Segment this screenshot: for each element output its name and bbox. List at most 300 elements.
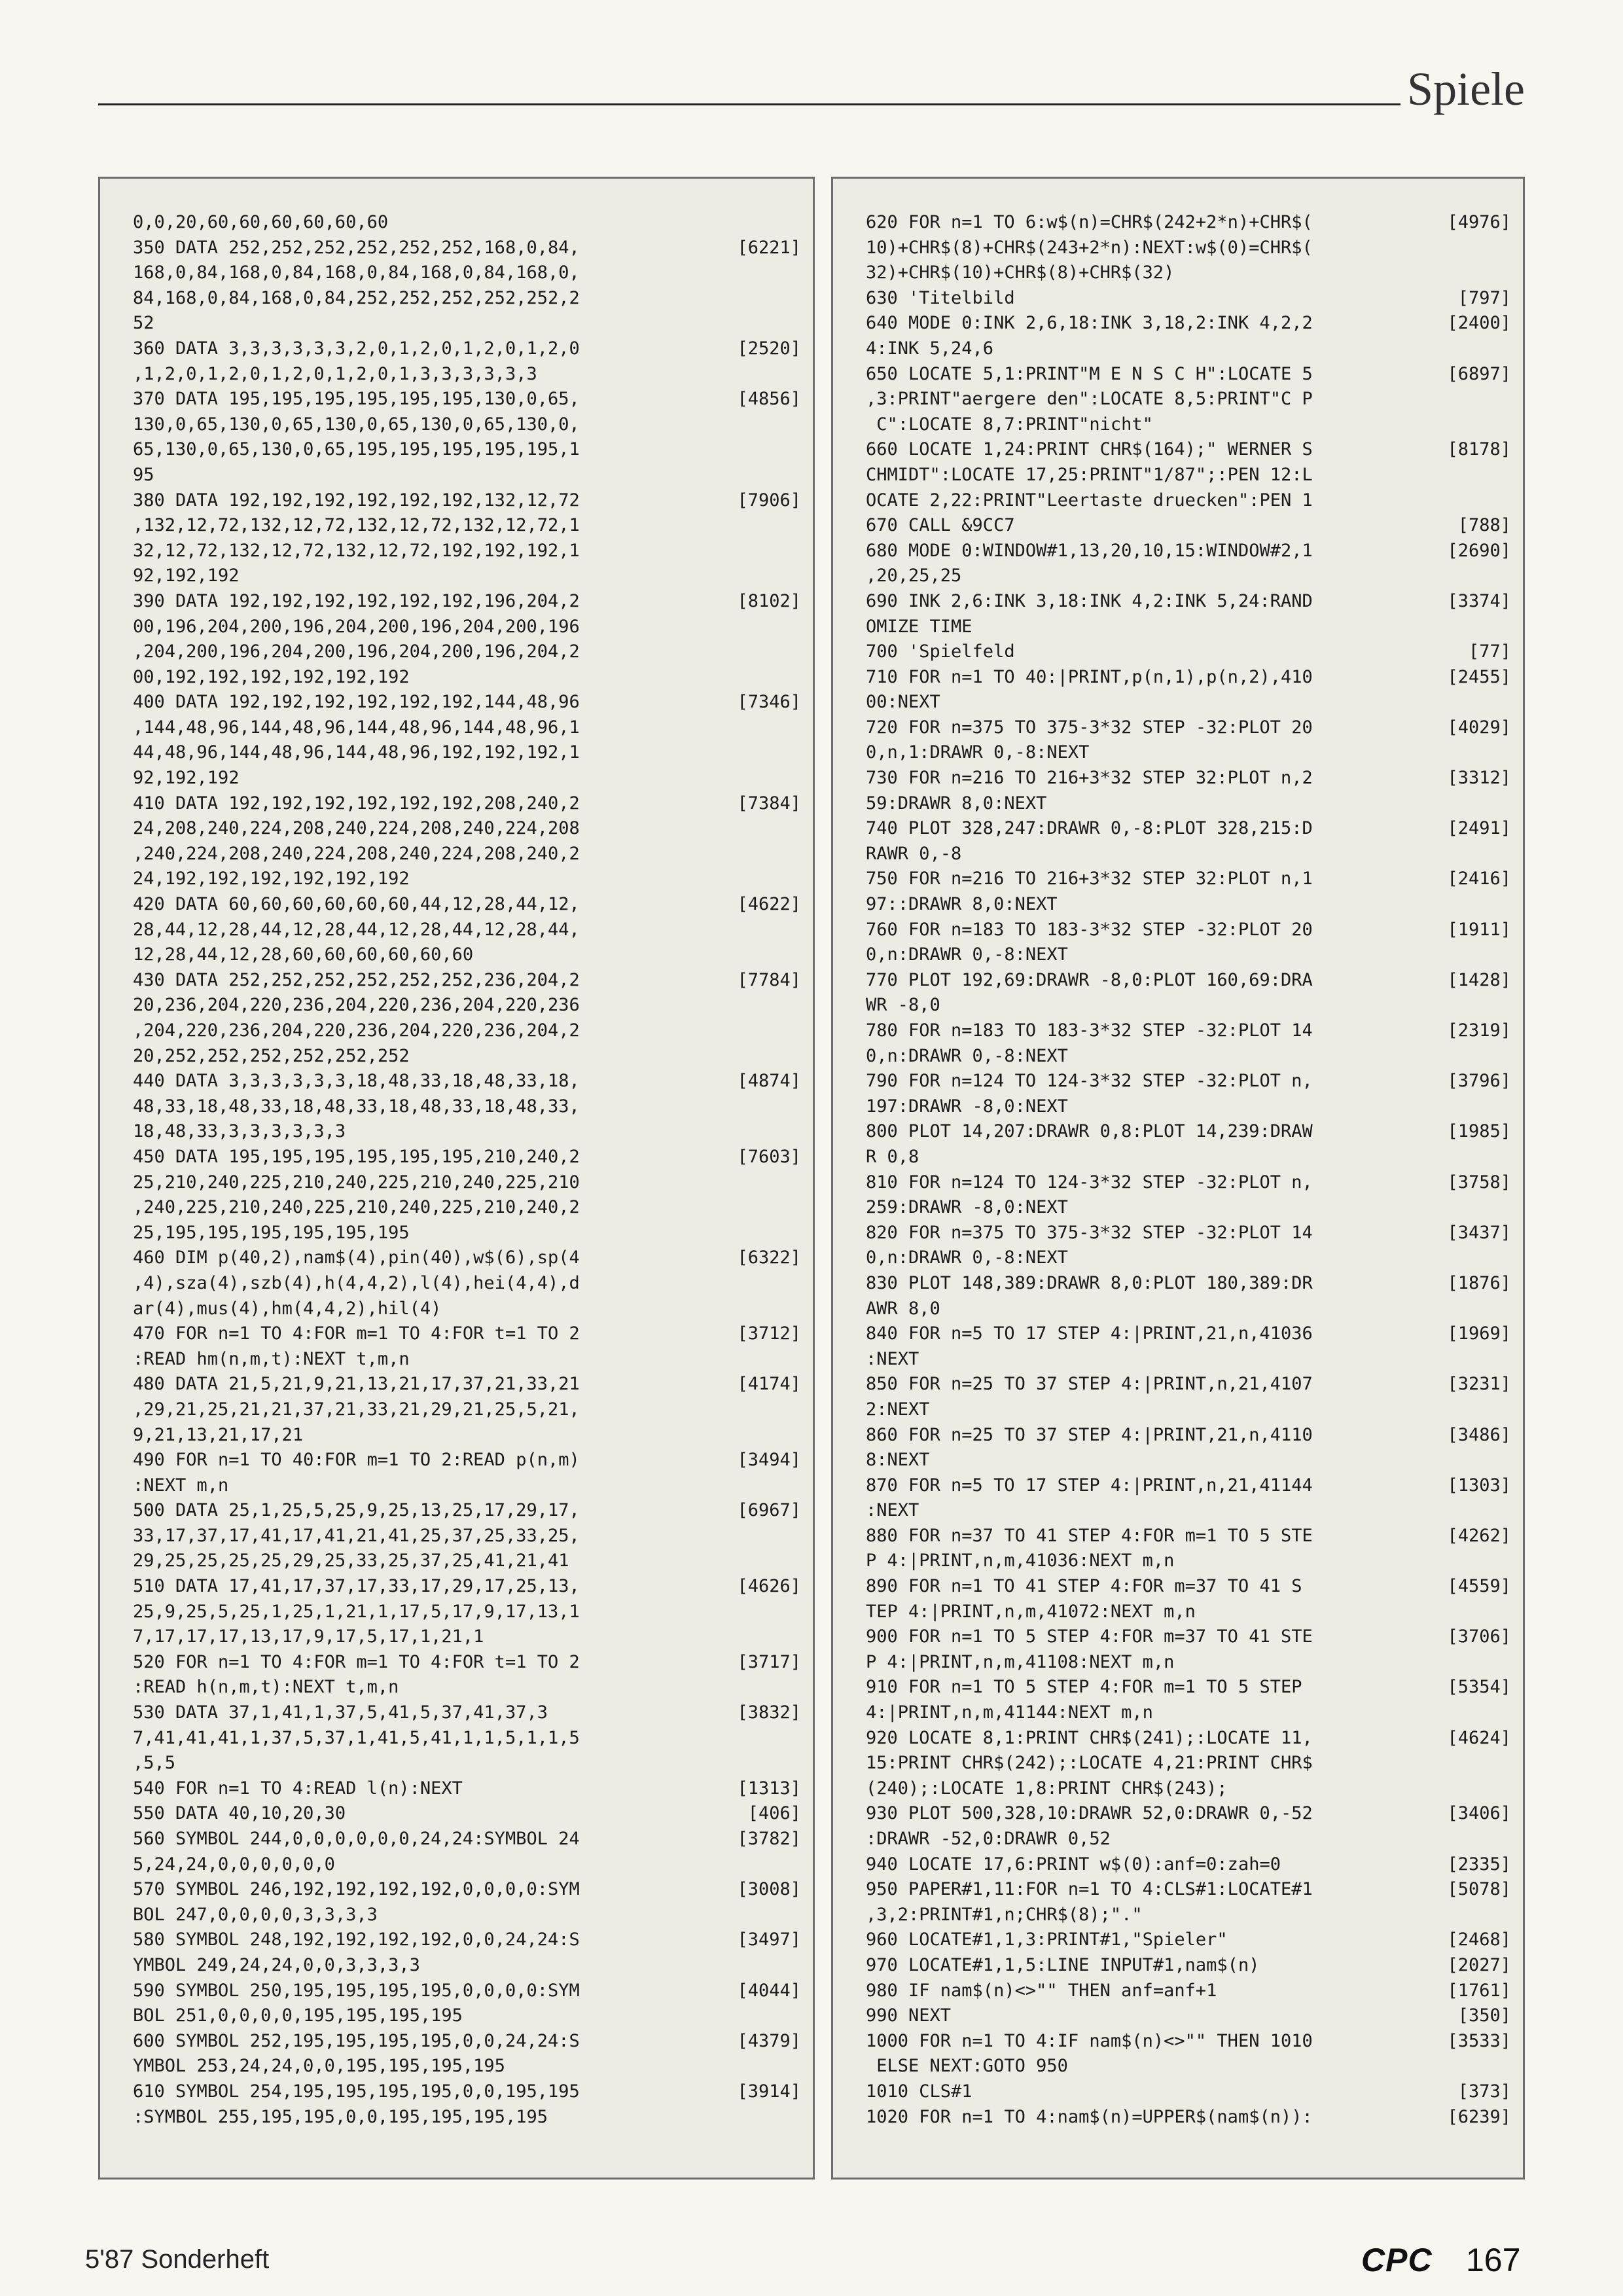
code-text: 5,24,24,0,0,0,0,0,0: [133, 1854, 335, 1874]
checksum: [4262]: [1447, 1525, 1511, 1546]
checksum: [7906]: [737, 490, 801, 511]
checksum: [3437]: [1447, 1222, 1511, 1243]
code-text: 59:DRAWR 8,0:NEXT: [866, 793, 1047, 814]
code-text: 28,44,12,28,44,12,28,44,12,28,44,12,28,44,: [133, 919, 580, 940]
code-text: 620 FOR n=1 TO 6:w$(n)=CHR$(242+2*n)+CHR$(: [866, 212, 1313, 232]
code-text: ,204,200,196,204,200,196,204,200,196,204,2: [133, 641, 580, 662]
code-text: P 4:|PRINT,n,m,41036:NEXT m,n: [866, 1551, 1175, 1571]
checksum: [6897]: [1447, 363, 1511, 384]
code-text: 7,41,41,41,1,37,5,37,1,41,5,41,1,1,5,1,1,5: [133, 1727, 580, 1748]
checksum: [7603]: [737, 1146, 801, 1167]
code-line: [866, 1953, 1511, 1979]
code-text: 820 FOR n=375 TO 375-3*32 STEP -32:PLOT 14: [866, 1222, 1313, 1243]
code-line: [866, 690, 1511, 715]
code-line: [133, 1928, 801, 1953]
code-line: [133, 1448, 801, 1473]
code-line: [866, 1448, 1511, 1473]
code-text: 97::DRAWR 8,0:NEXT: [866, 894, 1058, 915]
code-text: ,4),sza(4),szb(4),h(4,4,2),l(4),hei(4,4),d: [133, 1272, 580, 1293]
code-line: [133, 615, 801, 640]
code-line: [866, 412, 1511, 438]
code-text: 730 FOR n=216 TO 216+3*32 STEP 32:PLOT n,2: [866, 768, 1313, 789]
code-line: [133, 362, 801, 387]
code-text: 950 PAPER#1,11:FOR n=1 TO 4:CLS#1:LOCATE#1: [866, 1879, 1313, 1900]
code-line: [133, 1094, 801, 1120]
code-line: [133, 1700, 801, 1726]
code-line: [866, 1246, 1511, 1271]
listing-lines-left: [133, 210, 801, 2130]
code-line: [133, 1246, 801, 1271]
code-text: 400 DATA 192,192,192,192,192,192,144,48,96: [133, 692, 580, 713]
code-line: [866, 1650, 1511, 1676]
code-text: 890 FOR n=1 TO 41 STEP 4:FOR m=37 TO 41 S: [866, 1576, 1302, 1597]
code-line: [133, 1979, 801, 2004]
checksum: [1428]: [1447, 969, 1511, 990]
code-text: RAWR 0,-8: [866, 843, 962, 864]
checksum: [4976]: [1447, 212, 1511, 232]
code-line: [133, 1498, 801, 1524]
checksum: [6239]: [1447, 2106, 1511, 2127]
code-text: 0,n:DRAWR 0,-8:NEXT: [866, 1247, 1068, 1268]
code-text: 640 MODE 0:INK 2,6,18:INK 3,18,2:INK 4,2,2: [866, 313, 1313, 334]
code-text: 10)+CHR$(8)+CHR$(243+2*n):NEXT:w$(0)=CHR$(: [866, 237, 1313, 258]
code-line: [133, 311, 801, 336]
code-text: 8:NEXT: [866, 1450, 930, 1471]
code-text: AWR 8,0: [866, 1298, 940, 1319]
code-text: :DRAWR -52,0:DRAWR 0,52: [866, 1829, 1111, 1849]
code-line: [866, 1624, 1511, 1650]
code-text: 470 FOR n=1 TO 4:FOR m=1 TO 4:FOR t=1 TO 2: [133, 1323, 580, 1344]
checksum: [3712]: [737, 1323, 801, 1344]
checksum: [3533]: [1447, 2030, 1511, 2051]
checksum: [3486]: [1447, 1424, 1511, 1445]
code-text: 870 FOR n=5 TO 17 STEP 4:|PRINT,n,21,41144: [866, 1475, 1313, 1496]
code-text: 15:PRINT CHR$(242);:LOCATE 4,21:PRINT CHR$: [866, 1753, 1313, 1774]
code-line: [133, 639, 801, 665]
checksum: [4029]: [1447, 717, 1511, 738]
code-text: 12,28,44,12,28,60,60,60,60,60,60: [133, 944, 474, 965]
code-line: [133, 2079, 801, 2105]
code-text: ,144,48,96,144,48,96,144,48,96,144,48,96,1: [133, 717, 580, 738]
code-text: 84,168,0,84,168,0,84,252,252,252,252,252,2: [133, 287, 580, 308]
code-line: [133, 1650, 801, 1676]
code-line: [866, 740, 1511, 766]
code-line: [133, 513, 801, 539]
code-text: 0,n:DRAWR 0,-8:NEXT: [866, 1045, 1068, 1066]
code-text: 540 FOR n=1 TO 4:READ l(n):NEXT: [133, 1778, 463, 1799]
code-line: [866, 639, 1511, 665]
code-line: [866, 1372, 1511, 1397]
code-text: 1010 CLS#1: [866, 2081, 972, 2102]
code-text: 810 FOR n=124 TO 124-3*32 STEP -32:PLOT n,: [866, 1172, 1313, 1193]
code-line: [866, 1776, 1511, 1802]
code-text: BOL 247,0,0,0,0,3,3,3,3: [133, 1904, 378, 1925]
code-text: 4:|PRINT,n,m,41144:NEXT m,n: [866, 1702, 1153, 1723]
code-line: [866, 1574, 1511, 1600]
code-line: [866, 2054, 1511, 2079]
code-text: TEP 4:|PRINT,n,m,41072:NEXT m,n: [866, 1601, 1196, 1622]
code-line: [133, 463, 801, 488]
code-text: (240);:LOCATE 1,8:PRINT CHR$(243);: [866, 1778, 1228, 1799]
code-text: 710 FOR n=1 TO 40:|PRINT,p(n,1),p(n,2),410: [866, 666, 1313, 687]
code-line: [866, 918, 1511, 943]
code-line: [133, 1473, 801, 1499]
checksum: [4856]: [737, 389, 801, 410]
code-line: [133, 1170, 801, 1196]
code-line: [133, 1271, 801, 1297]
section-title: Spiele: [1400, 62, 1525, 117]
code-text: R 0,8: [866, 1146, 919, 1167]
code-text: YMBOL 249,24,24,0,0,3,3,3,3: [133, 1954, 420, 1975]
checksum: [2468]: [1447, 1929, 1511, 1950]
code-text: 630 'Titelbild: [866, 287, 1015, 308]
code-line: [866, 513, 1511, 539]
code-line: [866, 463, 1511, 488]
code-text: 1000 FOR n=1 TO 4:IF nam$(n)<>"" THEN 1010: [866, 2030, 1313, 2051]
code-text: 850 FOR n=25 TO 37 STEP 4:|PRINT,n,21,4107: [866, 1374, 1313, 1395]
code-text: 9,21,13,21,17,21: [133, 1424, 304, 1445]
code-text: 360 DATA 3,3,3,3,3,3,2,0,1,2,0,1,2,0,1,2,0: [133, 338, 580, 359]
checksum: [406]: [747, 1803, 801, 1824]
checksum: [3497]: [737, 1929, 801, 1950]
checksum: [6322]: [737, 1247, 801, 1268]
code-text: ,204,220,236,204,220,236,204,220,236,204,2: [133, 1020, 580, 1041]
checksum: [4379]: [737, 2030, 801, 2051]
code-line: [133, 1347, 801, 1372]
page-number: 167: [1466, 2242, 1521, 2278]
code-line: [866, 1751, 1511, 1776]
code-text: 410 DATA 192,192,192,192,192,192,208,240,2: [133, 793, 580, 814]
code-text: 790 FOR n=124 TO 124-3*32 STEP -32:PLOT n,: [866, 1071, 1313, 1092]
checksum: [3717]: [737, 1651, 801, 1672]
code-line: [866, 1044, 1511, 1069]
code-line: [133, 740, 801, 766]
code-line: [866, 1018, 1511, 1044]
checksum: [4044]: [737, 1980, 801, 2001]
code-line: [866, 1321, 1511, 1347]
code-text: 840 FOR n=5 TO 17 STEP 4:|PRINT,21,n,41036: [866, 1323, 1313, 1344]
code-line: [133, 437, 801, 463]
code-line: [866, 1423, 1511, 1448]
checksum: [1876]: [1447, 1272, 1511, 1293]
code-text: YMBOL 253,24,24,0,0,195,195,195,195: [133, 2056, 505, 2077]
code-line: [866, 1928, 1511, 1953]
code-text: 44,48,96,144,48,96,144,48,96,192,192,192,1: [133, 742, 580, 763]
code-line: [866, 1195, 1511, 1221]
code-line: [133, 1726, 801, 1751]
code-line: [866, 1221, 1511, 1246]
code-text: 430 DATA 252,252,252,252,252,252,236,204,2: [133, 969, 580, 990]
code-text: 920 LOCATE 8,1:PRINT CHR$(241);:LOCATE 11,: [866, 1727, 1313, 1748]
code-text: 00,196,204,200,196,204,200,196,204,200,196: [133, 616, 580, 637]
code-line: [866, 1877, 1511, 1903]
code-line: [133, 1195, 801, 1221]
code-line: [866, 1145, 1511, 1170]
code-line: [133, 1624, 801, 1650]
code-text: 560 SYMBOL 244,0,0,0,0,0,0,24,24:SYMBOL 24: [133, 1829, 580, 1849]
code-line: [866, 362, 1511, 387]
code-line: [133, 1297, 801, 1322]
code-line: [133, 715, 801, 741]
code-line: [866, 1675, 1511, 1700]
code-line: [133, 1423, 801, 1448]
code-text: 0,n,1:DRAWR 0,-8:NEXT: [866, 742, 1090, 763]
code-text: 95: [133, 464, 154, 485]
code-text: :NEXT: [866, 1500, 919, 1521]
code-text: 2:NEXT: [866, 1399, 930, 1420]
code-line: [866, 1119, 1511, 1145]
code-line: [866, 1498, 1511, 1524]
code-line: [866, 842, 1511, 867]
code-text: 420 DATA 60,60,60,60,60,60,44,12,28,44,12,: [133, 894, 580, 915]
code-text: 570 SYMBOL 246,192,192,192,192,0,0,0,0:SYM: [133, 1879, 580, 1900]
code-line: [866, 236, 1511, 261]
code-line: [866, 1852, 1511, 1878]
code-text: :READ h(n,m,t):NEXT t,m,n: [133, 1677, 399, 1698]
code-text: 750 FOR n=216 TO 216+3*32 STEP 32:PLOT n,1: [866, 869, 1313, 889]
code-line: [133, 816, 801, 842]
code-text: 7,17,17,17,13,17,9,17,5,17,1,21,1: [133, 1626, 484, 1647]
code-text: 590 SYMBOL 250,195,195,195,195,0,0,0,0:SYM: [133, 1980, 580, 2001]
checksum: [4559]: [1447, 1576, 1511, 1597]
checksum: [1985]: [1447, 1121, 1511, 1142]
code-line: [133, 1119, 801, 1145]
code-text: ,29,21,25,21,21,37,21,33,21,29,21,25,5,21,: [133, 1399, 580, 1420]
code-text: ELSE NEXT:GOTO 950: [866, 2056, 1068, 2077]
checksum: [3406]: [1447, 1803, 1511, 1824]
checksum: [3494]: [737, 1450, 801, 1471]
code-text: 29,25,25,25,25,29,25,33,25,37,25,41,21,41: [133, 1551, 569, 1571]
code-text: 440 DATA 3,3,3,3,3,3,18,48,33,18,48,33,18,: [133, 1071, 580, 1092]
code-line: [866, 1827, 1511, 1852]
code-line: [133, 918, 801, 943]
checksum: [2491]: [1447, 818, 1511, 839]
checksum: [2400]: [1447, 313, 1511, 334]
checksum: [2520]: [737, 338, 801, 359]
code-line: [133, 564, 801, 589]
code-text: 20,236,204,220,236,204,220,236,204,220,236: [133, 995, 580, 1016]
code-text: 197:DRAWR -8,0:NEXT: [866, 1096, 1068, 1117]
code-text: 20,252,252,252,252,252,252: [133, 1045, 410, 1066]
code-text: 32)+CHR$(10)+CHR$(8)+CHR$(32): [866, 262, 1175, 283]
checksum: [8178]: [1447, 439, 1511, 460]
code-line: [133, 968, 801, 994]
code-line: [866, 210, 1511, 236]
code-text: 370 DATA 195,195,195,195,195,195,130,0,65,: [133, 389, 580, 410]
code-text: ,20,25,25: [866, 565, 962, 586]
code-line: [866, 2029, 1511, 2054]
code-line: [133, 1852, 801, 1878]
code-text: 00:NEXT: [866, 692, 940, 713]
code-text: 168,0,84,168,0,84,168,0,84,168,0,84,168,0,: [133, 262, 580, 283]
code-line: [133, 1145, 801, 1170]
code-line: [866, 589, 1511, 615]
code-text: ,3,2:PRINT#1,n;CHR$(8);".": [866, 1904, 1143, 1925]
code-text: 660 LOCATE 1,24:PRINT CHR$(164);" WERNER S: [866, 439, 1313, 460]
code-text: 580 SYMBOL 248,192,192,192,192,0,0,24,24:S: [133, 1929, 580, 1950]
checksum: [2690]: [1447, 540, 1511, 561]
code-text: :NEXT m,n: [133, 1475, 229, 1496]
code-line: [133, 488, 801, 514]
code-text: 650 LOCATE 5,1:PRINT"M E N S C H":LOCATE 5: [866, 363, 1313, 384]
checksum: [3758]: [1447, 1172, 1511, 1193]
code-line: [133, 1321, 801, 1347]
code-line: [133, 1372, 801, 1397]
code-text: 940 LOCATE 17,6:PRINT w$(0):anf=0:zah=0: [866, 1854, 1281, 1874]
checksum: [3231]: [1447, 1374, 1511, 1395]
code-line: [133, 589, 801, 615]
checksum: [788]: [1457, 515, 1511, 536]
code-text: 490 FOR n=1 TO 40:FOR m=1 TO 2:READ p(n,m): [133, 1450, 580, 1471]
code-line: [133, 260, 801, 286]
code-text: 990 NEXT: [866, 2005, 952, 2026]
code-text: 480 DATA 21,5,21,9,21,13,21,17,37,21,33,21: [133, 1374, 580, 1395]
code-text: ,132,12,72,132,12,72,132,12,72,132,12,72,1: [133, 515, 580, 536]
code-line: [133, 1600, 801, 1625]
checksum: [4626]: [737, 1576, 801, 1597]
code-text: 24,208,240,224,208,240,224,208,240,224,208: [133, 818, 580, 839]
code-line: [866, 1297, 1511, 1322]
code-line: [866, 2105, 1511, 2130]
code-text: 1020 FOR n=1 TO 4:nam$(n)=UPPER$(nam$(n)):: [866, 2106, 1313, 2127]
code-text: P 4:|PRINT,n,m,41108:NEXT m,n: [866, 1651, 1175, 1672]
code-text: 25,195,195,195,195,195,195: [133, 1222, 410, 1243]
code-text: CHMIDT":LOCATE 17,25:PRINT"1/87";:PEN 12:L: [866, 464, 1313, 485]
checksum: [3796]: [1447, 1071, 1511, 1092]
code-line: [866, 892, 1511, 918]
code-text: OMIZE TIME: [866, 616, 972, 637]
code-text: 670 CALL &9CC7: [866, 515, 1015, 536]
code-text: 610 SYMBOL 254,195,195,195,195,0,0,195,195: [133, 2081, 580, 2102]
code-text: 830 PLOT 148,389:DRAWR 8,0:PLOT 180,389:DR: [866, 1272, 1313, 1293]
code-line: [866, 968, 1511, 994]
code-line: [133, 867, 801, 892]
code-text: 130,0,65,130,0,65,130,0,65,130,0,65,130,0,: [133, 414, 580, 435]
code-line: [866, 437, 1511, 463]
code-text: 259:DRAWR -8,0:NEXT: [866, 1197, 1068, 1218]
code-line: [133, 236, 801, 261]
code-line: [133, 842, 801, 867]
checksum: [2319]: [1447, 1020, 1511, 1041]
code-text: 25,9,25,5,25,1,25,1,21,1,17,5,17,9,17,13,1: [133, 1601, 580, 1622]
code-text: ar(4),mus(4),hm(4,4,2),hil(4): [133, 1298, 442, 1319]
checksum: [4622]: [737, 894, 801, 915]
code-line: [133, 286, 801, 312]
code-text: 600 SYMBOL 252,195,195,195,195,0,0,24,24:S: [133, 2030, 580, 2051]
checksum: [5078]: [1447, 1879, 1511, 1900]
code-line: [866, 387, 1511, 412]
code-text: 700 'Spielfeld: [866, 641, 1015, 662]
code-line: [133, 2029, 801, 2054]
listing-panel-left: [98, 177, 815, 2179]
code-line: [866, 1170, 1511, 1196]
code-text: 4:INK 5,24,6: [866, 338, 994, 359]
checksum: [1969]: [1447, 1323, 1511, 1344]
code-text: 690 INK 2,6:INK 3,18:INK 4,2:INK 5,24:RAND: [866, 590, 1313, 611]
code-line: [133, 892, 801, 918]
code-text: 450 DATA 195,195,195,195,195,195,210,240,2: [133, 1146, 580, 1167]
code-line: [133, 1549, 801, 1574]
code-line: [133, 1903, 801, 1928]
code-line: [866, 1397, 1511, 1423]
magazine-logo: CPC: [1361, 2242, 1433, 2278]
code-text: ,3:PRINT"aergere den":LOCATE 8,5:PRINT"C P: [866, 389, 1313, 410]
code-line: [133, 1069, 801, 1094]
code-text: ,240,225,210,240,225,210,240,225,210,240,2: [133, 1197, 580, 1218]
code-line: [133, 791, 801, 817]
code-text: 65,130,0,65,130,0,65,195,195,195,195,195,1: [133, 439, 580, 460]
code-line: [866, 1726, 1511, 1751]
code-text: 350 DATA 252,252,252,252,252,252,168,0,84,: [133, 237, 580, 258]
checksum: [7384]: [737, 793, 801, 814]
code-text: 0,0,20,60,60,60,60,60,60: [133, 212, 389, 232]
checksum: [4874]: [737, 1071, 801, 1092]
code-text: ,240,224,208,240,224,208,240,224,208,240,2: [133, 843, 580, 864]
checksum: [3374]: [1447, 590, 1511, 611]
code-line: [866, 1979, 1511, 2004]
code-text: 380 DATA 192,192,192,192,192,192,132,12,72: [133, 490, 580, 511]
code-line: [866, 1549, 1511, 1574]
checksum: [2027]: [1447, 1954, 1511, 1975]
code-text: 760 FOR n=183 TO 183-3*32 STEP -32:PLOT 20: [866, 919, 1313, 940]
checksum: [3706]: [1447, 1626, 1511, 1647]
code-text: 910 FOR n=1 TO 5 STEP 4:FOR m=1 TO 5 STEP: [866, 1677, 1302, 1698]
code-text: 880 FOR n=37 TO 41 STEP 4:FOR m=1 TO 5 STE: [866, 1525, 1313, 1546]
code-line: [133, 942, 801, 968]
code-text: 00,192,192,192,192,192,192: [133, 666, 410, 687]
code-text: 530 DATA 37,1,41,1,37,5,41,5,37,41,37,3: [133, 1702, 548, 1723]
code-line: [133, 1524, 801, 1549]
checksum: [1761]: [1447, 1980, 1511, 2001]
code-line: [866, 715, 1511, 741]
code-text: 980 IF nam$(n)<>"" THEN anf=anf+1: [866, 1980, 1217, 2001]
checksum: [2416]: [1447, 869, 1511, 889]
code-line: [866, 665, 1511, 691]
code-line: [133, 1953, 801, 1979]
code-line: [133, 1675, 801, 1700]
code-text: 0,n:DRAWR 0,-8:NEXT: [866, 944, 1068, 965]
code-line: [133, 993, 801, 1018]
code-text: BOL 251,0,0,0,0,195,195,195,195: [133, 2005, 463, 2026]
code-text: :NEXT: [866, 1348, 919, 1369]
code-text: ,1,2,0,1,2,0,1,2,0,1,2,0,1,3,3,3,3,3,3: [133, 363, 537, 384]
code-text: 770 PLOT 192,69:DRAWR -8,0:PLOT 160,69:DRA: [866, 969, 1313, 990]
checksum: [4174]: [737, 1374, 801, 1395]
checksum: [1303]: [1447, 1475, 1511, 1496]
code-text: 33,17,37,17,41,17,41,21,41,25,37,25,33,25,: [133, 1525, 580, 1546]
code-line: [866, 2079, 1511, 2105]
code-text: 780 FOR n=183 TO 183-3*32 STEP -32:PLOT 14: [866, 1020, 1313, 1041]
code-text: 92,192,192: [133, 768, 240, 789]
code-line: [133, 336, 801, 362]
code-line: [866, 488, 1511, 514]
code-line: [866, 1903, 1511, 1928]
code-line: [866, 993, 1511, 1018]
checksum: [2455]: [1447, 666, 1511, 687]
code-line: [133, 690, 801, 715]
code-line: [133, 1574, 801, 1600]
code-line: [866, 1271, 1511, 1297]
code-text: 930 PLOT 500,328,10:DRAWR 52,0:DRAWR 0,-52: [866, 1803, 1313, 1824]
code-text: OCATE 2,22:PRINT"Leertaste druecken":PEN 1: [866, 490, 1313, 511]
code-text: 800 PLOT 14,207:DRAWR 0,8:PLOT 14,239:DRAW: [866, 1121, 1313, 1142]
code-line: [866, 564, 1511, 589]
checksum: [7346]: [737, 692, 801, 713]
code-line: [133, 1221, 801, 1246]
code-line: [133, 2054, 801, 2079]
code-text: 860 FOR n=25 TO 37 STEP 4:|PRINT,21,n,4110: [866, 1424, 1313, 1445]
code-text: :READ hm(n,m,t):NEXT t,m,n: [133, 1348, 410, 1369]
